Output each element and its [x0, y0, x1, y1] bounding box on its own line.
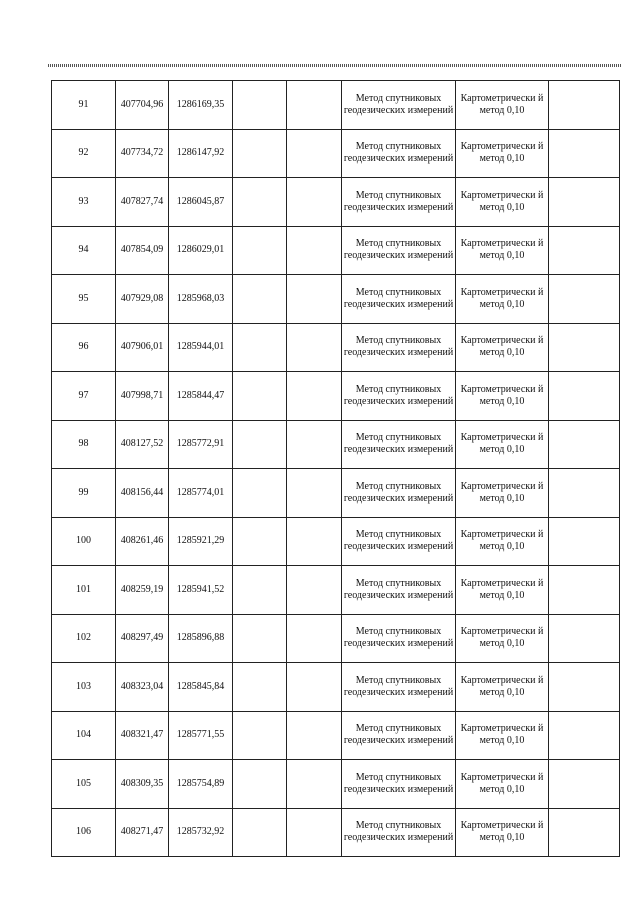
accuracy-cell: [456, 420, 549, 469]
point-number-cell-text: 92: [78, 147, 89, 159]
y-coordinate-cell-text: 1286029,01: [176, 244, 225, 256]
empty-cell: [233, 808, 287, 857]
method-cell: [342, 566, 456, 615]
point-number-cell: [52, 760, 116, 809]
point-number-cell: [52, 323, 116, 372]
point-number-cell: [52, 178, 116, 227]
x-coordinate-cell-text: 407998,71: [120, 389, 164, 401]
x-coordinate-cell-text: 407704,96: [120, 98, 164, 110]
method-cell: [342, 226, 456, 275]
empty-cell: [549, 81, 620, 130]
table-row: [52, 226, 620, 275]
x-coordinate-cell: [116, 760, 169, 809]
method-cell: [342, 711, 456, 760]
accuracy-cell-text: Картометрически й метод 0,10: [460, 92, 544, 116]
y-coordinate-cell-text: 1285754,89: [176, 777, 225, 789]
y-coordinate-cell: [169, 81, 233, 130]
table-row: [52, 275, 620, 324]
x-coordinate-cell: [116, 372, 169, 421]
method-cell: [342, 81, 456, 130]
empty-cell: [233, 226, 287, 275]
y-coordinate-cell-text: 1285844,47: [176, 389, 225, 401]
point-number-cell-text: 98: [78, 438, 89, 450]
y-coordinate-cell-text: 1285771,55: [176, 729, 225, 741]
empty-cell: [287, 81, 342, 130]
method-cell-text: Метод спутниковых геодезических измерений: [343, 723, 454, 747]
method-cell-text: Метод спутниковых геодезических измерений: [343, 626, 454, 650]
empty-cell: [233, 760, 287, 809]
empty-cell: [549, 226, 620, 275]
empty-cell: [287, 178, 342, 227]
point-number-cell: [52, 711, 116, 760]
point-number-cell: [52, 469, 116, 518]
accuracy-cell-text: Картометрически й метод 0,10: [460, 723, 544, 747]
method-cell: [342, 808, 456, 857]
empty-cell: [233, 517, 287, 566]
accuracy-cell: [456, 517, 549, 566]
x-coordinate-cell: [116, 614, 169, 663]
empty-cell: [287, 420, 342, 469]
accuracy-cell: [456, 760, 549, 809]
method-cell-text: Метод спутниковых геодезических измерений: [343, 335, 454, 359]
method-cell-text: Метод спутниковых геодезических измерений: [343, 383, 454, 407]
method-cell-text: Метод спутниковых геодезических измерений: [343, 432, 454, 456]
y-coordinate-cell: [169, 711, 233, 760]
y-coordinate-cell-text: 1285896,88: [176, 632, 225, 644]
method-cell-text: Метод спутниковых геодезических измерений: [343, 92, 454, 116]
empty-cell: [233, 372, 287, 421]
x-coordinate-cell: [116, 129, 169, 178]
method-cell-text: Метод спутниковых геодезических измерений: [343, 529, 454, 553]
empty-cell: [287, 760, 342, 809]
x-coordinate-cell: [116, 323, 169, 372]
x-coordinate-cell-text: 408156,44: [120, 486, 164, 498]
accuracy-cell: [456, 178, 549, 227]
point-number-cell-text: 96: [78, 341, 89, 353]
point-number-cell-text: 106: [76, 826, 91, 838]
y-coordinate-cell: [169, 517, 233, 566]
method-cell: [342, 323, 456, 372]
table-row: [52, 808, 620, 857]
y-coordinate-cell-text: 1286045,87: [176, 195, 225, 207]
x-coordinate-cell-text: 407929,08: [120, 292, 164, 304]
point-number-cell: [52, 614, 116, 663]
y-coordinate-cell: [169, 226, 233, 275]
x-coordinate-cell: [116, 663, 169, 712]
empty-cell: [287, 808, 342, 857]
point-number-cell: [52, 81, 116, 130]
x-coordinate-cell-text: 408323,04: [120, 680, 164, 692]
accuracy-cell-text: Картометрически й метод 0,10: [460, 238, 544, 262]
y-coordinate-cell-text: 1286169,35: [176, 98, 225, 110]
empty-cell: [549, 566, 620, 615]
accuracy-cell-text: Картометрически й метод 0,10: [460, 577, 544, 601]
y-coordinate-cell: [169, 420, 233, 469]
x-coordinate-cell-text: 408321,47: [120, 729, 164, 741]
empty-cell: [287, 129, 342, 178]
y-coordinate-cell: [169, 808, 233, 857]
point-number-cell: [52, 372, 116, 421]
method-cell: [342, 178, 456, 227]
empty-cell: [287, 469, 342, 518]
table-row: [52, 323, 620, 372]
x-coordinate-cell: [116, 517, 169, 566]
empty-cell: [549, 323, 620, 372]
empty-cell: [287, 517, 342, 566]
accuracy-cell: [456, 226, 549, 275]
empty-cell: [549, 275, 620, 324]
x-coordinate-cell-text: 408309,35: [120, 777, 164, 789]
empty-cell: [287, 226, 342, 275]
accuracy-cell-text: Картометрически й метод 0,10: [460, 432, 544, 456]
accuracy-cell: [456, 275, 549, 324]
coordinates-table-body: [52, 81, 620, 857]
accuracy-cell-text: Картометрически й метод 0,10: [460, 189, 544, 213]
accuracy-cell: [456, 323, 549, 372]
accuracy-cell-text: Картометрически й метод 0,10: [460, 383, 544, 407]
point-number-cell-text: 105: [76, 777, 91, 789]
x-coordinate-cell: [116, 711, 169, 760]
empty-cell: [549, 129, 620, 178]
y-coordinate-cell-text: 1285772,91: [176, 438, 225, 450]
table-row: [52, 663, 620, 712]
point-number-cell-text: 97: [78, 389, 89, 401]
table-row: [52, 372, 620, 421]
y-coordinate-cell: [169, 129, 233, 178]
point-number-cell: [52, 517, 116, 566]
method-cell-text: Метод спутниковых геодезических измерений: [343, 577, 454, 601]
method-cell-text: Метод спутниковых геодезических измерений: [343, 141, 454, 165]
x-coordinate-cell-text: 407827,74: [120, 195, 164, 207]
point-number-cell: [52, 129, 116, 178]
empty-cell: [233, 275, 287, 324]
method-cell-text: Метод спутниковых геодезических измерений: [343, 286, 454, 310]
method-cell: [342, 517, 456, 566]
point-number-cell-text: 102: [76, 632, 91, 644]
empty-cell: [549, 517, 620, 566]
empty-cell: [233, 614, 287, 663]
y-coordinate-cell-text: 1285732,92: [176, 826, 225, 838]
accuracy-cell-text: Картометрически й метод 0,10: [460, 286, 544, 310]
y-coordinate-cell-text: 1285845,84: [176, 680, 225, 692]
accuracy-cell: [456, 566, 549, 615]
accuracy-cell: [456, 469, 549, 518]
accuracy-cell-text: Картометрически й метод 0,10: [460, 626, 544, 650]
point-number-cell-text: 100: [76, 535, 91, 547]
empty-cell: [287, 663, 342, 712]
point-number-cell: [52, 420, 116, 469]
accuracy-cell: [456, 663, 549, 712]
empty-cell: [233, 566, 287, 615]
empty-cell: [233, 129, 287, 178]
empty-cell: [549, 663, 620, 712]
x-coordinate-cell: [116, 275, 169, 324]
y-coordinate-cell: [169, 372, 233, 421]
y-coordinate-cell: [169, 323, 233, 372]
table-row: [52, 81, 620, 130]
table-row: [52, 420, 620, 469]
empty-cell: [233, 178, 287, 227]
accuracy-cell-text: Картометрически й метод 0,10: [460, 141, 544, 165]
x-coordinate-cell: [116, 566, 169, 615]
method-cell: [342, 275, 456, 324]
empty-cell: [233, 81, 287, 130]
y-coordinate-cell: [169, 614, 233, 663]
accuracy-cell: [456, 614, 549, 663]
accuracy-cell-text: Картометрически й метод 0,10: [460, 820, 544, 844]
x-coordinate-cell-text: 407734,72: [120, 147, 164, 159]
point-number-cell-text: 99: [78, 486, 89, 498]
y-coordinate-cell-text: 1285944,01: [176, 341, 225, 353]
table-row: [52, 760, 620, 809]
method-cell-text: Метод спутниковых геодезических измерений: [343, 771, 454, 795]
x-coordinate-cell: [116, 226, 169, 275]
accuracy-cell-text: Картометрически й метод 0,10: [460, 771, 544, 795]
point-number-cell-text: 93: [78, 195, 89, 207]
table-row: [52, 129, 620, 178]
x-coordinate-cell-text: 408271,47: [120, 826, 164, 838]
point-number-cell-text: 104: [76, 729, 91, 741]
accuracy-cell-text: Картометрически й метод 0,10: [460, 674, 544, 698]
point-number-cell: [52, 275, 116, 324]
accuracy-cell-text: Картометрически й метод 0,10: [460, 480, 544, 504]
x-coordinate-cell: [116, 178, 169, 227]
header-divider: [48, 64, 622, 67]
empty-cell: [287, 275, 342, 324]
empty-cell: [549, 808, 620, 857]
point-number-cell-text: 91: [78, 98, 89, 110]
empty-cell: [233, 420, 287, 469]
empty-cell: [287, 323, 342, 372]
point-number-cell: [52, 808, 116, 857]
y-coordinate-cell: [169, 469, 233, 518]
x-coordinate-cell-text: 407906,01: [120, 341, 164, 353]
empty-cell: [233, 663, 287, 712]
y-coordinate-cell: [169, 663, 233, 712]
x-coordinate-cell: [116, 420, 169, 469]
method-cell-text: Метод спутниковых геодезических измерений: [343, 238, 454, 262]
empty-cell: [287, 566, 342, 615]
y-coordinate-cell: [169, 566, 233, 615]
accuracy-cell-text: Картометрически й метод 0,10: [460, 335, 544, 359]
x-coordinate-cell: [116, 81, 169, 130]
y-coordinate-cell-text: 1285968,03: [176, 292, 225, 304]
point-number-cell: [52, 226, 116, 275]
x-coordinate-cell-text: 407854,09: [120, 244, 164, 256]
accuracy-cell: [456, 129, 549, 178]
method-cell: [342, 372, 456, 421]
method-cell: [342, 614, 456, 663]
point-number-cell-text: 95: [78, 292, 89, 304]
table-row: [52, 711, 620, 760]
empty-cell: [287, 614, 342, 663]
x-coordinate-cell-text: 408261,46: [120, 535, 164, 547]
point-number-cell-text: 101: [76, 583, 91, 595]
empty-cell: [287, 711, 342, 760]
accuracy-cell: [456, 808, 549, 857]
x-coordinate-cell-text: 408259,19: [120, 583, 164, 595]
empty-cell: [233, 711, 287, 760]
accuracy-cell: [456, 711, 549, 760]
x-coordinate-cell: [116, 808, 169, 857]
method-cell: [342, 663, 456, 712]
table-row: [52, 614, 620, 663]
point-number-cell-text: 94: [78, 244, 89, 256]
empty-cell: [549, 711, 620, 760]
table-row: [52, 178, 620, 227]
empty-cell: [233, 323, 287, 372]
accuracy-cell: [456, 372, 549, 421]
empty-cell: [549, 372, 620, 421]
empty-cell: [549, 614, 620, 663]
method-cell-text: Метод спутниковых геодезических измерений: [343, 480, 454, 504]
method-cell-text: Метод спутниковых геодезических измерений: [343, 189, 454, 213]
empty-cell: [549, 760, 620, 809]
y-coordinate-cell: [169, 760, 233, 809]
method-cell: [342, 760, 456, 809]
coordinates-table: [51, 80, 620, 857]
method-cell: [342, 420, 456, 469]
accuracy-cell-text: Картометрически й метод 0,10: [460, 529, 544, 553]
method-cell-text: Метод спутниковых геодезических измерений: [343, 820, 454, 844]
method-cell: [342, 129, 456, 178]
accuracy-cell: [456, 81, 549, 130]
y-coordinate-cell-text: 1285941,52: [176, 583, 225, 595]
y-coordinate-cell-text: 1285921,29: [176, 535, 225, 547]
y-coordinate-cell-text: 1286147,92: [176, 147, 225, 159]
empty-cell: [549, 420, 620, 469]
x-coordinate-cell-text: 408127,52: [120, 438, 164, 450]
table-row: [52, 566, 620, 615]
x-coordinate-cell: [116, 469, 169, 518]
y-coordinate-cell-text: 1285774,01: [176, 486, 225, 498]
point-number-cell: [52, 566, 116, 615]
method-cell: [342, 469, 456, 518]
y-coordinate-cell: [169, 178, 233, 227]
table-row: [52, 469, 620, 518]
empty-cell: [287, 372, 342, 421]
x-coordinate-cell-text: 408297,49: [120, 632, 164, 644]
point-number-cell-text: 103: [76, 680, 91, 692]
empty-cell: [549, 469, 620, 518]
empty-cell: [233, 469, 287, 518]
point-number-cell: [52, 663, 116, 712]
table-row: [52, 517, 620, 566]
method-cell-text: Метод спутниковых геодезических измерений: [343, 674, 454, 698]
empty-cell: [549, 178, 620, 227]
y-coordinate-cell: [169, 275, 233, 324]
